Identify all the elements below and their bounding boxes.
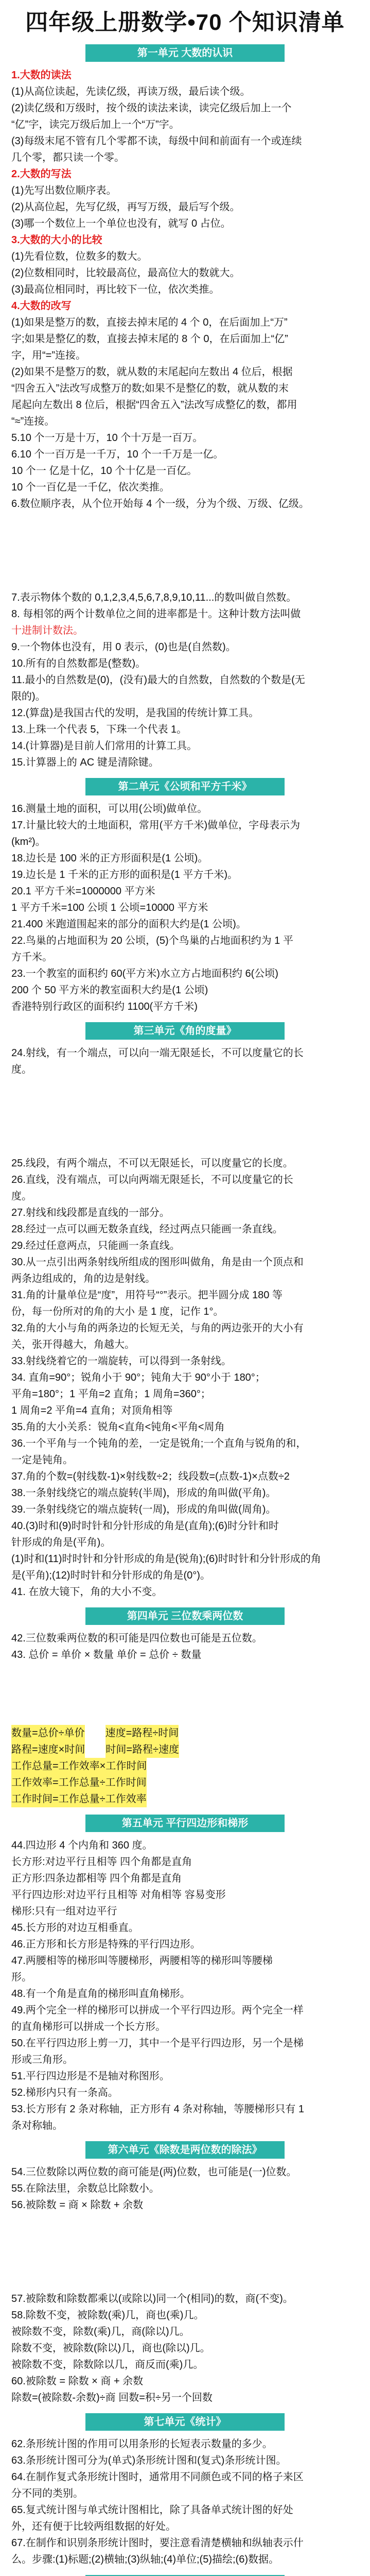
list-item: (2)从高位起，先写亿级，再写万级，最后写个级。 <box>11 201 240 213</box>
list-item: 10.所有的自然数都是(整数)。 <box>11 658 146 669</box>
list-item: 梯形:只有一组对边平行 <box>11 1906 117 1917</box>
list-item: 45.长方形的对边互相垂直。 <box>11 1922 139 1934</box>
list-item: 除数=(被除数-余数)÷商 回数=积÷另一个回数 <box>11 2392 213 2403</box>
list-item: 20.1 平方千米=1000000 平方米 <box>11 886 155 897</box>
list-item: 24.射线，有一个端点，可以向一端无限延长，不可以度量它的长 <box>11 1047 304 1059</box>
list-item: 21.400 米跑道围起来的部分的面积大约是(1 公顷)。 <box>11 919 246 930</box>
list-item: 5.10 个一万是十万，10 个十万是一百万。 <box>11 432 203 444</box>
list-item: 正方形:四条边都相等 四个角都是直角 <box>11 1873 182 1884</box>
list-item: 8. 每相邻的两个计数单位之间的进率都是十。这种计数方法叫做 <box>11 608 301 620</box>
list-item: 47.两腰相等的梯形叫等腰梯形，两腰相等的梯形叫等腰梯 <box>11 1955 273 1967</box>
unit-2-list <box>8 801 362 1015</box>
list-item: 49.两个完全一样的梯形可以拼成一个平行四边形。两个完全一样 <box>11 2005 304 2016</box>
list-item: (km²)。 <box>11 836 46 848</box>
unit-3-list-continued <box>8 1155 362 1600</box>
list-item: 14.(计算器)是目前人们常用的计算工具。 <box>11 740 198 752</box>
list-item: (1)先看位数，位数多的数大。 <box>11 251 148 262</box>
list-item: 60.被除数 = 除数 × 商 + 余数 <box>11 2376 144 2387</box>
list-item: (2)如果不是整万的数，就从数的末尾起向左数出 4 位后，根据 <box>11 366 293 378</box>
list-item: 一定是钝角。 <box>11 1454 73 1466</box>
unit-3-list <box>8 1045 362 1078</box>
list-item: 63.条形统计图可分为(单式)条形统计图和(复式)条形统计图。 <box>11 2455 287 2466</box>
formula-left: 工作效率=工作总量÷工作时间 <box>11 1774 147 1791</box>
list-item: 36.一个平角与一个钝角的差，一定是锐角;一个直角与锐角的和， <box>11 1438 307 1449</box>
list-item: 23.一个教室的面积约 60(平方米)水立方占地面积约 6(公顷) <box>11 968 278 979</box>
unit-5-heading: 第五单元 平行四边形和梯形 <box>85 1815 285 1832</box>
list-item: 1.大数的读法 <box>11 70 72 81</box>
list-item: 度。 <box>11 1064 32 1075</box>
formula-row <box>11 1791 359 1807</box>
unit-4-formulas <box>8 1725 362 1807</box>
blank-gap <box>8 1078 362 1155</box>
list-item: 58.除数不变，被除数(乘)几，商也(乘)几。 <box>11 2310 204 2321</box>
list-item: 42.三位数乘两位数的积可能是四位数也可能是五位数。 <box>11 1633 262 1644</box>
list-item: 2.大数的写法 <box>11 168 72 180</box>
list-item: (3)最高位相同时，再比较下一位，依次类推。 <box>11 284 220 295</box>
unit-6-list <box>8 2164 362 2213</box>
list-item: 64.在制作复式条形统计图时，通常用不同颜色或不同的格子来区 <box>11 2471 304 2483</box>
list-item: 22.鸟巢的占地面积为 20 公顷，(5)个鸟巢的占地面积约为 1 平 <box>11 935 293 946</box>
formula-left: 路程=速度×时间 <box>11 1741 85 1758</box>
list-item: 52.梯形内只有一条高。 <box>11 2087 118 2098</box>
blank-gap <box>8 1663 362 1725</box>
list-item: (1)先写出数位顺序表。 <box>11 185 117 196</box>
unit-2-heading: 第二单元《公顷和平方千米》 <box>85 778 285 795</box>
list-item: 7.表示物体个数的 0,1,2,3,4,5,6,7,8,9,10,11...的数叫做自然数。 <box>11 592 297 603</box>
unit-3-heading: 第三单元《角的度量》 <box>85 1022 285 1040</box>
list-item: 27.射线和线段都是直线的一部分。 <box>11 1207 170 1218</box>
list-item: 是(平角);(12)时时针和分针形成的角是(0°)。 <box>11 1570 210 1581</box>
formula-left: 工作总量=工作效率×工作时间 <box>11 1758 147 1774</box>
list-item: 200 个 50 平方米的教室面积大约是(1 公顷) <box>11 985 208 996</box>
list-item: 形。 <box>11 1972 32 1983</box>
list-item: 50.在平行四边形上剪一刀，其中一个是平行四边形，另一个是梯 <box>11 2038 304 2049</box>
list-item: (1)从高位读起，先读亿级，再读万级，最后读个级。 <box>11 86 251 97</box>
formula-row <box>11 1758 359 1774</box>
list-item: 19.边长是 1 千米的正方形的面积是(1 平方千米)。 <box>11 869 238 880</box>
list-item: 1 平方千米=100 公顷 1 公顷=10000 平方米 <box>11 902 208 913</box>
list-item: (1)时和(11)时时针和分针形成的角是(锐角);(6)时时针和分针形成的角 <box>11 1553 321 1565</box>
unit-1-list-continued <box>8 589 362 771</box>
list-item: 34. 直角=90°；锐角小于 90°；钝角大于 90°小于 180°； <box>11 1372 266 1383</box>
list-item: 10 个一百亿是一千亿，依次类推。 <box>11 482 170 493</box>
blank-gap <box>8 2213 362 2291</box>
list-item: 字;如果是整亿的数，直接去掉末尾的 8 个 0，在后面加上“亿” <box>11 333 288 345</box>
unit-4-list <box>8 1630 362 1663</box>
list-item: 18.边长是 100 米的正方形面积是(1 公顷)。 <box>11 853 208 864</box>
list-item: 25.线段，有两个端点，不可以无限延长，可以度量它的长度。 <box>11 1158 293 1169</box>
formula-left: 数量=总价÷单价 <box>11 1725 85 1741</box>
list-item: 35.角的大小关系：锐角<直角<钝角<平角<周角 <box>11 1421 225 1433</box>
list-item: 44.四边形 4 个内角和 360 度。 <box>11 1840 153 1851</box>
unit-4-heading: 第四单元 三位数乘两位数 <box>85 1607 285 1625</box>
list-item: 33.射线绕着它的一端旋转，可以得到一条射线。 <box>11 1355 232 1367</box>
list-item: 65.复式统计图与单式统计图相比，除了具备单式统计图的好处 <box>11 2504 293 2516</box>
list-item: 6.数位顺序表，从个位开始每 4 个一级，分为个级、万级、亿级。 <box>11 498 309 510</box>
list-item: 9.一个物体也没有，用 0 表示，(0)也是(自然数)。 <box>11 641 236 653</box>
formula-row <box>11 1774 359 1791</box>
list-item: 62.条形统计图的作用可以用条形的长短表示数量的多少。 <box>11 2438 273 2450</box>
list-item: 尾起向左数出 8 位后，根据“四舍五入”法改写成整亿的数，都用 <box>11 399 297 411</box>
list-item: 38.一条射线绕它的端点旋转(半周)，形成的角叫做(平角)。 <box>11 1487 276 1499</box>
list-item: 除数不变，被除数(除以)几，商也(除以)几。 <box>11 2343 210 2354</box>
list-item: “亿”字，读完万级后加上一个“万”字。 <box>11 119 180 130</box>
formula-left: 工作时间=工作总量÷工作效率 <box>11 1791 147 1807</box>
page-title: 四年级上册数学•70 个知识清单 <box>25 10 345 35</box>
list-item: 被除数不变，除数除以几，商反而(乘)几。 <box>11 2359 204 2370</box>
list-item: 39.一条射线绕它的端点旋转(一周)，形成的角叫做(周角)。 <box>11 1504 276 1515</box>
list-item: 形或三角形。 <box>11 2054 73 2065</box>
list-item: 长方形:对边平行且相等 四个角都是直角 <box>11 1856 192 1868</box>
list-item: 的直角梯形可以拼成一个长方形。 <box>11 2021 166 2032</box>
list-item: 46.正方形和长方形是特殊的平行四边形。 <box>11 1939 201 1950</box>
unit-1-heading: 第一单元 大数的认识 <box>85 44 285 62</box>
unit-7-heading: 第七单元《统计》 <box>85 2413 285 2431</box>
list-item: 12.(算盘)是我国古代的发明，是我国的传统计算工具。 <box>11 707 259 719</box>
list-item: 十进制计数法。 <box>11 625 83 636</box>
list-item: 香港特别行政区的面积约 1100(平方千米) <box>11 1001 198 1012</box>
formula-right: 速度=路程÷时间 <box>105 1725 179 1741</box>
list-item: 28.经过一点可以画无数条直线，经过两点只能画一条直线。 <box>11 1224 283 1235</box>
list-item: 57.被除数和除数都乘以(或除以)同一个(相同)的数，商(不变)。 <box>11 2293 293 2304</box>
list-item: (2)读亿级和万级时，按个级的读法来读，读完亿级后加上一个 <box>11 103 292 114</box>
list-item: 两条边组成的，角的边是射线。 <box>11 1273 155 1284</box>
list-item: 41. 在放大镜下，角的大小不变。 <box>11 1586 163 1598</box>
list-item: 被除数不变，除数(乘)几，商(除以)几。 <box>11 2326 190 2337</box>
list-item: 43. 总价 = 单价 × 数量 单价 = 总价 ÷ 数量 <box>11 1649 202 1660</box>
unit-6-heading: 第六单元《除数是两位数的除法》 <box>85 2141 285 2159</box>
list-item: 方千米。 <box>11 952 52 963</box>
list-item: 29.经过任意两点，只能画一条直线。 <box>11 1240 180 1251</box>
list-item: 17.计量比较大的土地面积，常用(平方千米)做单位，字母表示为 <box>11 820 301 831</box>
list-item: 平行四边形:对边平行且相等 对角相等 容易变形 <box>11 1889 226 1901</box>
list-item: 几个零，都只读一个零。 <box>11 152 125 163</box>
list-item: 条对称轴。 <box>11 2120 63 2131</box>
list-item: 16.测量土地的面积，可以用(公顷)做单位。 <box>11 803 208 815</box>
list-item: 1 周角=2 平角=4 直角；对顶角相等 <box>11 1405 173 1416</box>
list-item: 份，每一份所对的角的大小 是 1 度，记作 1°。 <box>11 1306 224 1317</box>
list-item: 针形成的角是(平角)。 <box>11 1537 111 1548</box>
list-item: (3)哪一个数位上一个单位也没有，就写 0 占位。 <box>11 218 231 229</box>
list-item: 51.平行四边形是不是轴对称图形。 <box>11 2071 170 2082</box>
list-item: 分不同的类别。 <box>11 2488 83 2499</box>
list-item: 10 个一 亿是十亿，10 个十亿是一百亿。 <box>11 465 198 477</box>
list-item: 外，还有便于比较两组数据的好处。 <box>11 2521 176 2532</box>
list-item: 26.直线，没有端点，可以向两端无限延长，不可以度量它的长 <box>11 1174 293 1185</box>
list-item: 度。 <box>11 1191 32 1202</box>
list-item: 11.最小的自然数是(0)，(没有)最大的自然数，自然数的个数是(无 <box>11 674 305 686</box>
list-item: 字，用“=”连接。 <box>11 350 86 361</box>
blank-gap <box>8 512 362 589</box>
list-item: 15.计算器上的 AC 键是清除键。 <box>11 757 159 768</box>
list-item: 55.在除法里，余数总比除数小。 <box>11 2183 160 2194</box>
list-item: (3)每级末尾不管有几个零都不读，每级中间和前面有一个或连续 <box>11 135 302 147</box>
list-item: “≈”连接。 <box>11 416 55 427</box>
list-item: 4.大数的改写 <box>11 300 72 312</box>
list-item: 54.三位数除以两位数的商可能是(两)位数，也可能是(一)位数。 <box>11 2166 297 2178</box>
list-item: 13.上珠一个代表 5，下珠一个代表 1。 <box>11 724 187 735</box>
formula-row <box>11 1725 359 1741</box>
unit-5-list <box>8 1837 362 2134</box>
list-item: 3.大数的大小的比较 <box>11 234 102 246</box>
list-item: “四舍五入”法改写成整万的数;如果不是整亿的数，就从数的末 <box>11 383 289 394</box>
list-item: 40.(3)时和(9)时时针和分针形成的角是(直角);(6)时分针和时 <box>11 1520 279 1532</box>
list-item: 31.角的计量单位是“度”，用符号“°”表示。把半圆分成 180 等 <box>11 1290 283 1301</box>
unit-7-list <box>8 2436 362 2568</box>
list-item: 56.被除数 = 商 × 除数 + 余数 <box>11 2199 144 2211</box>
list-item: 么。步骤:(1)标题;(2)横轴;(3)纵轴;(4)单位;(5)描绘;(6)数据。 <box>11 2554 279 2565</box>
list-item: (2)位数相同时，比较最高位，最高位大的数就大。 <box>11 267 240 279</box>
formula-right: 时间=路程÷速度 <box>105 1741 179 1758</box>
list-item: 平角=180°；1 平角=2 直角；1 周角=360°； <box>11 1388 211 1400</box>
list-item: 32.角的大小与角的两条边的长短无关，与角的两边张开的大小有 <box>11 1323 304 1334</box>
list-item: 30.从一点引出两条射线所组成的图形叫做角，角是由一个顶点和 <box>11 1257 304 1268</box>
unit-1-list <box>8 67 362 512</box>
formula-row <box>11 1741 359 1758</box>
list-item: 6.10 个一百万是一千万，10 个一千万是一亿。 <box>11 449 224 460</box>
list-item: 48.有一个角是直角的梯形叫直角梯形。 <box>11 1988 190 1999</box>
list-item: 67.在制作和识别条形统计图时，要注意看清楚横轴和纵轴表示什 <box>11 2537 304 2549</box>
list-item: 限的)。 <box>11 691 46 702</box>
list-item: 关，张开得越大，角越大。 <box>11 1339 135 1350</box>
list-item: (1)如果是整万的数，直接去掉末尾的 4 个 0，在后面加上“万” <box>11 317 288 328</box>
list-item: 53.长方形有 2 条对称轴，正方形有 4 条对称轴，等腰梯形只有 1 <box>11 2104 304 2115</box>
unit-6-list-continued <box>8 2291 362 2406</box>
list-item: 37.角的个数=(射线数-1)×射线数÷2；线段数=(点数-1)×点数÷2 <box>11 1471 290 1482</box>
